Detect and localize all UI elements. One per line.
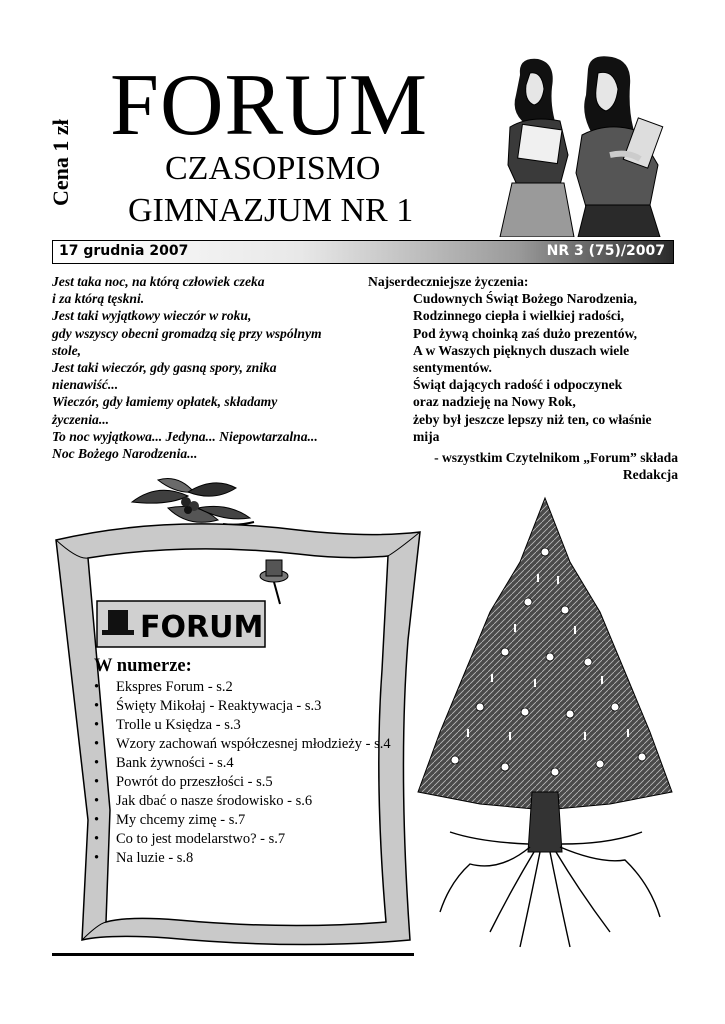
- table-of-contents: [94, 657, 414, 868]
- poem-line: Jest taka noc, na którą człowiek czeka: [52, 274, 265, 289]
- contents-item: • Jak dbać o nasze środowisko - s.6: [94, 792, 414, 811]
- contents-item: • Powrót do przeszłości - s.5: [94, 773, 414, 792]
- date-bar: [52, 240, 674, 264]
- wishes-line: mija: [413, 428, 440, 444]
- masthead-subtitle-2: GIMNAZJUM NR 1: [128, 192, 414, 229]
- price-text: Cena 1 zł: [48, 119, 73, 206]
- poem-line: Noc Bożego Narodzenia...: [52, 446, 198, 462]
- poem-line: gdy wszyscy obecni gromadzą się przy wspólnym: [52, 325, 322, 341]
- contents-item: • Co to jest modelarstwo? - s.7: [94, 830, 414, 849]
- poem-line: To noc wyjątkowa... Jedyna... Niepowtarzalna...: [52, 428, 318, 444]
- contents-item: • Ekspres Forum - s.2: [94, 678, 414, 697]
- poem-line: Jest taki wyjątkowy wieczór w roku,: [52, 308, 252, 324]
- contents-item: • Bank żywności - s.4: [94, 754, 414, 773]
- wishes-line: sentymentów.: [413, 360, 492, 376]
- wishes-line: oraz nadzieję na Nowy Rok,: [413, 394, 576, 410]
- poem: [52, 273, 357, 462]
- wishes-signature-name: Redakcja: [622, 467, 678, 483]
- wishes-line: Pod żywą choinką zaś dużo prezentów,: [413, 325, 638, 341]
- poem-line: życzenia...: [52, 411, 110, 427]
- wishes-line: Świąt dających radość i odpoczynek: [413, 377, 623, 393]
- contents-item: • Wzory zachowań współczesnej młodzieży - s.4: [94, 735, 414, 754]
- contents-item: • Trolle u Księdza - s.3: [94, 716, 414, 735]
- issue-date: 17 grudnia 2007: [59, 243, 189, 259]
- christmas-tree-illustration: [410, 492, 680, 952]
- contents-list: [94, 678, 414, 868]
- price-label: [40, 110, 80, 210]
- contents-item: • Święty Mikołaj - Reaktywacja - s.3: [94, 697, 414, 716]
- forum-logo: [96, 600, 266, 648]
- bottom-divider: [52, 953, 414, 956]
- contents-title: W numerze:: [94, 656, 192, 676]
- wishes-line: żeby był jeszcze lepszy niż ten, co właśnie: [413, 411, 652, 427]
- masthead-subtitle-1: CZASOPISMO: [165, 150, 381, 187]
- poem-line: Wieczór, gdy łamiemy opłatek, składamy: [52, 394, 278, 410]
- poem-line: nienawiść...: [52, 377, 119, 393]
- wishes-signature: - wszystkim Czytelnikom „Forum” składa: [434, 450, 678, 466]
- wishes-heading: Najserdeczniejsze życzenia:: [368, 274, 529, 289]
- poem-line: stole,: [52, 342, 82, 358]
- contents-item: • My chcemy zimę - s.7: [94, 811, 414, 830]
- forum-logo-text: FORUM: [140, 610, 264, 645]
- poem-line: Jest taki wieczór, gdy gasną spory, znika: [52, 360, 277, 376]
- masthead-title: FORUM: [110, 57, 428, 154]
- students-illustration: [490, 55, 680, 237]
- wishes: [368, 273, 678, 483]
- wishes-line: Rodzinnego ciepła i wielkiej radości,: [413, 308, 625, 324]
- wishes-line: A w Waszych pięknych duszach wiele: [413, 342, 630, 358]
- contents-item: • Na luzie - s.8: [94, 849, 414, 868]
- poem-line: i za którą tęskni.: [52, 291, 145, 307]
- issue-number: NR 3 (75)/2007: [546, 243, 665, 259]
- wishes-line: Cudownych Świąt Bożego Narodzenia,: [413, 291, 638, 307]
